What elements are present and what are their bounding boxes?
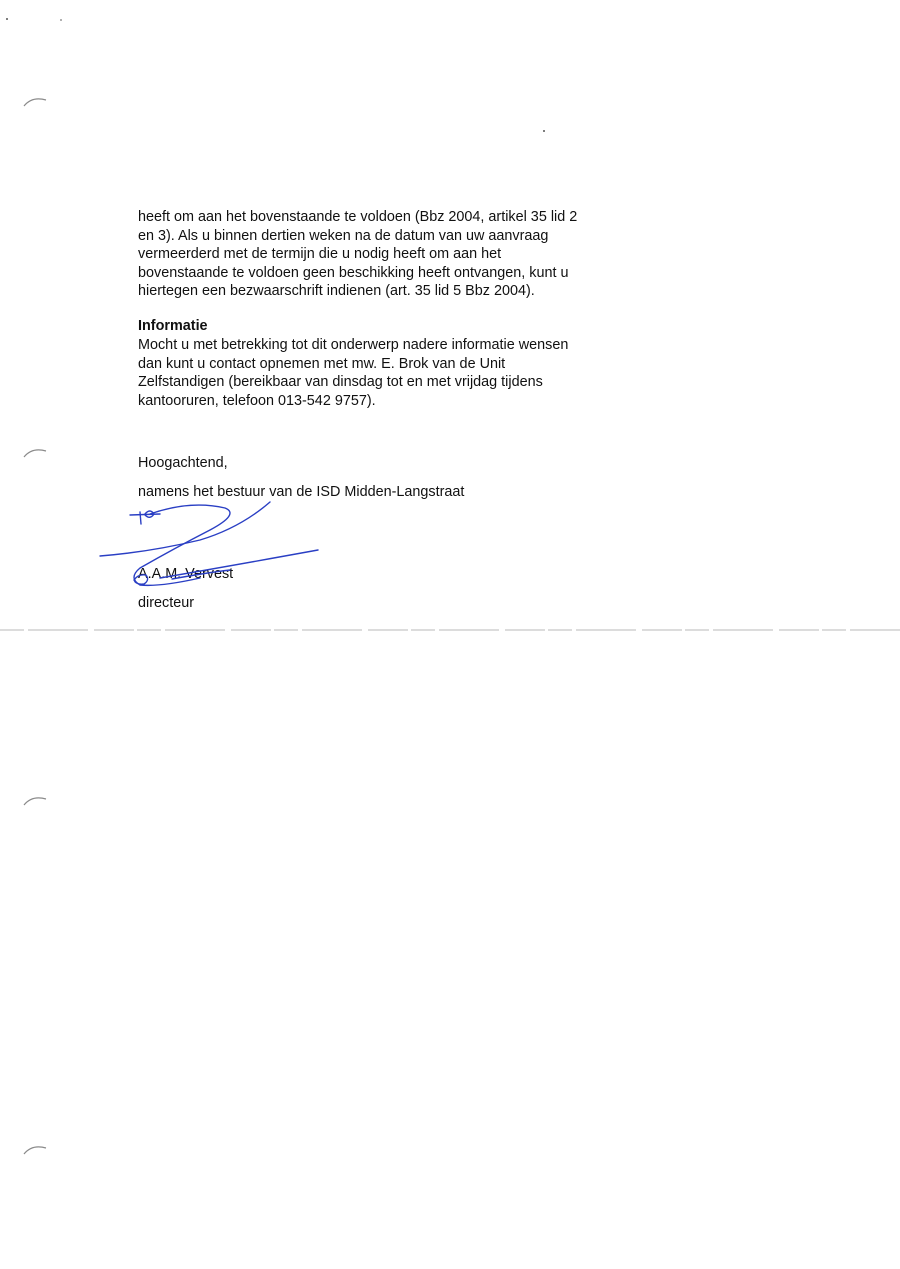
paper-fold-line [0,627,900,633]
punch-hole-mark [22,445,48,459]
punch-hole-mark [22,1142,48,1156]
info-line: kantooruren, telefoon 013-542 9757). [138,392,376,409]
info-line: Zelfstandigen (bereikbaar van dinsdag tot en met vrijdag tijdens [138,374,543,391]
info-line: dan kunt u contact opnemen met mw. E. Brok van de Unit [138,355,506,372]
signer-title: directeur [138,595,194,611]
info-heading: Informatie [138,318,208,334]
body-line: en 3). Als u binnen dertien weken na de datum van uw aanvraag [138,227,549,244]
body-line: bovenstaande te voldoen geen beschikking heeft ontvangen, kunt u [138,264,569,281]
scan-speck [60,19,62,21]
scan-speck [6,18,8,20]
on-behalf-line: namens het bestuur van de ISD Midden-Langstraat [138,484,465,500]
closing-salutation: Hoogachtend, [138,455,228,471]
body-line: hiertegen een bezwaarschrift indienen (art. 35 lid 5 Bbz 2004). [138,283,535,300]
scan-speck [543,130,545,132]
body-line: heeft om aan het bovenstaande te voldoen (Bbz 2004, artikel 35 lid 2 [138,209,578,225]
body-paragraph [138,208,638,301]
punch-hole-mark [22,94,48,108]
info-paragraph [138,336,638,410]
signer-name: A.A.M. Vervest [138,566,234,582]
punch-hole-mark [22,793,48,807]
info-line: Mocht u met betrekking tot dit onderwerp nadere informatie wensen [138,337,569,353]
body-line: vermeerderd met de termijn die u nodig heeft om aan het [138,246,502,263]
